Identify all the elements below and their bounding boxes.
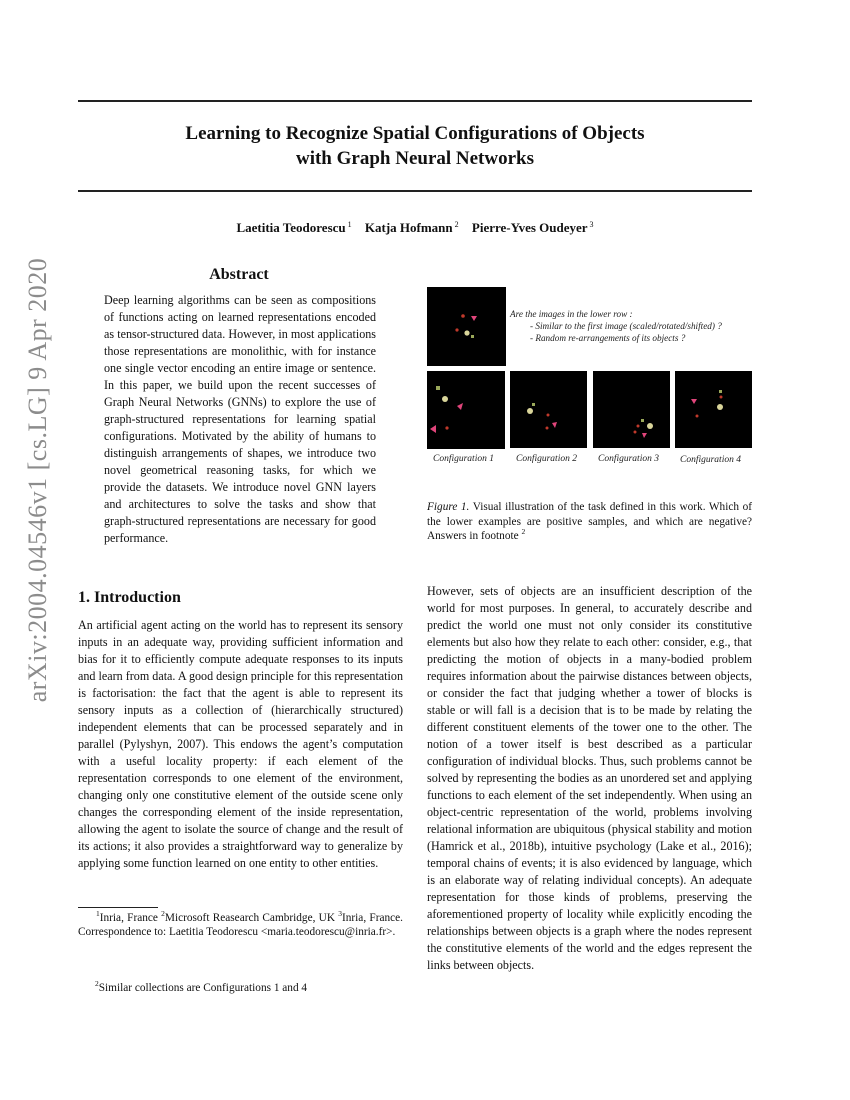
- introduction-text: An artificial agent acting on the world has to represent its sensory inputs in an adequate way, providing sufficient information and bias for it to efficiently compute adequate responses to its inputs and learn from data. A good design principle for this representation is factorisation: the fact that the agent is able to represent its sensory inputs as a collection of (hierarchically structured) independent elements that can be processed separately and in parallel (Pylyshyn, 2007). This endows the agent’s computation with a useful locality property: if each element of the representation corresponds to one element of the environment, changing only one constitutive element of the outside scene only changes the corresponding element of the inside representation, allowing the agent to isolate the source of change and the result of its actions; it also provides a straightforward way to generalize by applying some function learned on one entity to other entities.: [78, 618, 403, 870]
- question-option: - Random re-arrangements of its objects ?: [530, 333, 686, 343]
- question-line: Are the images in the lower row :: [510, 309, 633, 319]
- figure-number: Figure 1.: [427, 501, 470, 513]
- title-rule-bottom: [78, 190, 752, 192]
- footnote-answer: [95, 981, 405, 995]
- title-line-1: Learning to Recognize Spatial Configurations of Objects: [185, 123, 645, 144]
- arxiv-identifier-stamp: arXiv:2004.04546v1 [cs.LG] 9 Apr 2020: [23, 257, 52, 703]
- configuration-1-image: [427, 371, 505, 449]
- caption-text: Visual illustration of the task defined in this work. Which of the lower examples are positive samples, and which are negative? Answers in footnote: [427, 501, 752, 542]
- configuration-2-image: [510, 371, 587, 448]
- figure-question: [510, 308, 760, 344]
- footnote-marker: 1: [96, 909, 100, 919]
- footnote-text: Inria, France. Correspondence to: Laetitia Teodorescu <maria.teodorescu@inria.fr>.: [78, 912, 403, 938]
- title-rule-top: [78, 100, 752, 102]
- footnote-text: Microsoft Reasearch Cambridge, UK: [164, 912, 339, 924]
- configuration-4-image: [675, 371, 752, 448]
- footnote-divider: [78, 907, 158, 908]
- configuration-3-label: Configuration 3: [598, 454, 659, 464]
- paper-title: [78, 121, 752, 171]
- configuration-1-label: Configuration 1: [433, 454, 494, 464]
- author-name: Katja Hofmann: [364, 220, 453, 236]
- title-line-2: with Graph Neural Networks: [295, 148, 535, 169]
- configuration-4-label: Configuration 4: [680, 455, 741, 465]
- abstract-text: Deep learning algorithms can be seen as compositions of functions acting on learned representations encoded as tensor-structured data. However, in most applications those representations are monolithic, with for instance one single vector encoding an entire image or sentence. In this paper, we build upon the recent successes of Graph Neural Networks (GNNs) to explore the use of graph-structured representations for learning spatial configurations. Motivated by the ability of humans to distinguish arrangements of shapes, we introduce two novel geometrical reasoning tasks, for which we provide the datasets. We introduce novel GNN layers and architectures to solve the tasks and show that graph-structured representations are necessary for good performance.: [104, 293, 376, 545]
- author-2: [365, 220, 459, 235]
- footnote-affiliations: [78, 911, 403, 939]
- author-3: [472, 220, 594, 235]
- section-heading-introduction: 1. Introduction: [78, 589, 181, 606]
- author-name: Laetitia Teodorescu: [236, 220, 346, 236]
- footnote-marker: 2: [161, 909, 165, 919]
- configuration-3-image: [593, 371, 670, 448]
- author-list: [78, 220, 752, 236]
- abstract-heading: Abstract: [209, 266, 269, 283]
- question-option: - Similar to the first image (scaled/rotated/shifted) ?: [530, 321, 722, 331]
- footnote-marker: 3: [338, 909, 342, 919]
- footnote-marker: 2: [521, 527, 526, 537]
- figure-caption: [427, 500, 752, 544]
- affiliation-marker: 1: [347, 220, 352, 229]
- right-column-text: However, sets of objects are an insufficient description of the world for most purposes. In general, to accurately describe and predict the world one must not only consider its constitutive elements but also how they relate to each other: consider, e.g., that predicting the motion of objects in a many-bodied problem requires information about the pairwise distances between objects, or consider the fact that judging whether a tower of blocks is stable or will fall is a decision that is to be made by relating the different constituent elements of the tower one to the other. The notion of a tower itself is best described as a particular configuration of individual blocks. Thus, such problems cannot be solved by representing the bodies as an unordered set and applying functions to each element of the set independently. When using an object-centric representation of the world, problems involving relational information are ubiquitous (physical stability and motion (Hamrick et al., 2018b), intuitive psychology (Lake et al., 2016); temporal chains of events; it is also evidenced by language, which is an elaborate way of relating individual concepts). An adequate representation for those kinds of problems, preserving the aforementioned property of locality while explicitly encoding the relationships between objects is a graph where the nodes represent the constitutive elements of the world and the edges represent the links between objects.: [427, 584, 752, 972]
- author-name: Pierre-Yves Oudeyer: [471, 220, 588, 236]
- reference-image: [427, 287, 506, 366]
- footnote-marker: 2: [95, 979, 99, 989]
- author-1: [236, 220, 351, 235]
- affiliation-marker: 3: [589, 220, 594, 229]
- affiliation-marker: 2: [454, 220, 459, 229]
- footnote-text: Similar collections are Configurations 1 and 4: [98, 982, 308, 994]
- configuration-2-label: Configuration 2: [516, 454, 577, 464]
- footnote-text: Inria, France: [99, 912, 162, 924]
- figure-1: [427, 287, 757, 477]
